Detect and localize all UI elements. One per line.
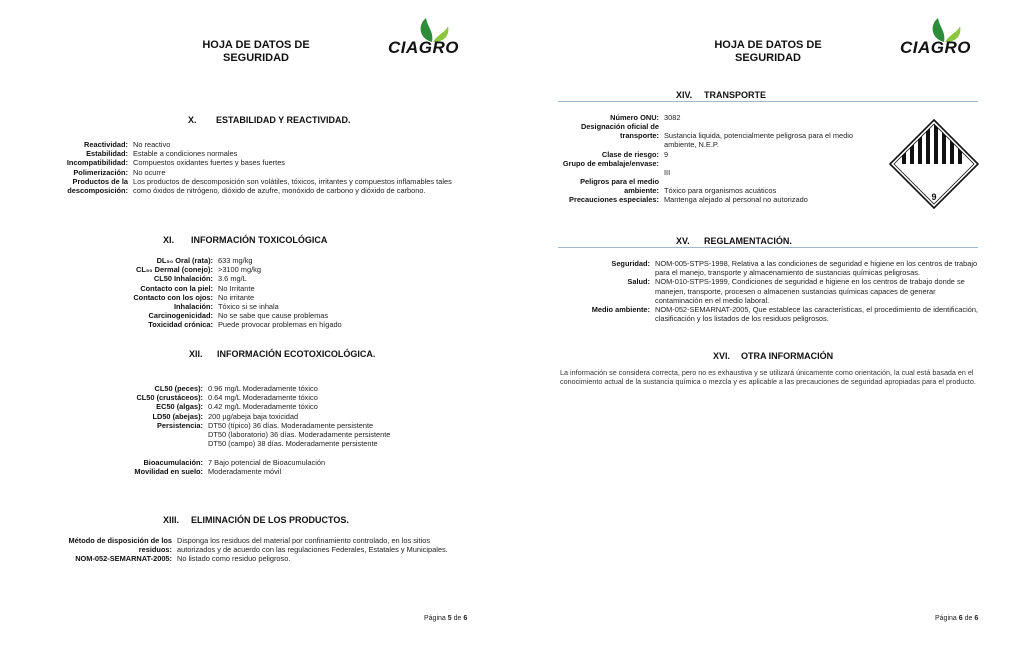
section-number: X. — [188, 115, 197, 125]
section-14-title — [676, 90, 766, 100]
list-item: EC50 (algas): 0.42 mg/L Moderadamente tóxico — [156, 402, 318, 412]
list-item: Salud: NOM-010-STPS-1999, Condiciones de seguridad e higiene en los centros de trabajo donde se manejen, transporte, procesen o almacenen sustancias químicas capaces de generar contaminación en el medio laboral. — [627, 277, 965, 305]
list-item: Contacto con los ojos: No irritante — [133, 292, 255, 302]
list-item: CL50 (crustáceos): 0.64 mg/L Moderadamente tóxico — [136, 393, 318, 403]
section-15-list — [572, 259, 978, 323]
list-item: CL50 Inhalación: 3.6 mg/L — [153, 274, 247, 284]
section-10-list — [58, 140, 458, 195]
list-item: DT50 (campo) 38 días. Moderadamente persistente — [208, 439, 378, 449]
section-divider — [558, 101, 978, 102]
page-title: HOJA DE DATOS DE SEGURIDAD — [202, 39, 310, 64]
section-number: XVI. — [713, 351, 731, 361]
section-11-title — [163, 235, 327, 245]
page-footer: Página 6 de 6 — [935, 615, 979, 622]
list-item: Número ONU: 3082 — [610, 113, 681, 122]
section-heading: ESTABILIDAD Y REACTIVIDAD. — [216, 115, 351, 125]
list-item: Método de disposición de los residuos: Disponga los residuos del material por confinamiento controlado, en los sitios autorizados y de acuerdo con las regulaciones Federales, Estatales y Municipales. — [68, 536, 448, 555]
page-title: HOJA DE DATOS DE SEGURIDAD — [714, 39, 822, 64]
list-item: Reactividad: No reactivo — [84, 140, 171, 149]
section-13-title — [163, 515, 349, 525]
class-9-hazard-placard-icon — [888, 118, 980, 210]
section-number: XI. — [163, 235, 175, 245]
list-item: Clase de riesgo: 9 — [601, 149, 669, 159]
section-heading: INFORMACIÓN ECOTOXICOLÓGICA. — [217, 349, 376, 359]
section-number: XIII. — [163, 515, 180, 525]
list-item: Carcinogenicidad: No se sabe que cause problemas — [148, 311, 329, 321]
section-heading: OTRA INFORMACIÓN — [741, 351, 834, 361]
list-item: Precauciones especiales: Mantenga alejado al personal no autorizado — [569, 195, 808, 205]
list-item: Incompatibilidad: Compuestos oxidantes fuertes y bases fuertes — [66, 158, 285, 168]
section-11-list — [118, 256, 398, 330]
section-heading: INFORMACIÓN TOXICOLÓGICA — [191, 235, 328, 245]
section-divider — [558, 247, 978, 248]
page-6 — [512, 0, 1024, 663]
section-12-list-2 — [118, 458, 418, 476]
section-heading: TRANSPORTE — [704, 90, 767, 100]
list-item: Movilidad en suelo: Moderadamente móvil — [134, 467, 282, 477]
section-15-title — [676, 236, 792, 246]
list-item: LD50 (abejas): 200 µg/abeja baja toxicidad — [152, 411, 299, 421]
section-14-list — [552, 113, 872, 205]
list-item: Estabilidad: Estable a condiciones normales — [86, 149, 238, 159]
list-item: Inhalación: Tóxico si se inhala — [173, 302, 279, 312]
list-item: NOM-052-SEMARNAT-2005: No listado como residuo peligroso. — [75, 554, 291, 564]
list-item: Medio ambiente: NOM-052-SEMARNAT-2005, Que establece las características, el procedimiento de identificación, clasificación y los listados de los residuos peligrosos. — [591, 305, 978, 324]
placard-number: 9 — [931, 192, 937, 202]
company-logo — [388, 16, 478, 58]
list-item: Polimerización: No ocurre — [73, 167, 166, 177]
page-footer: Página 5 de 6 — [424, 615, 468, 622]
list-item: Contacto con la piel: No Irritante — [140, 283, 255, 293]
section-12-title — [189, 349, 375, 359]
list-item: Peligros para el medio ambiente: Tóxico para organismos acuáticos — [580, 177, 777, 196]
list-item: Seguridad: NOM-005-STPS-1998, Relativa a las condiciones de seguridad e higiene en los centros de trabajo para el manejo, transporte y almacenamiento de sustancias químicas peligrosas. — [611, 259, 978, 278]
list-item: Designación oficial de transporte: Sustancia liquida, potencialmente peligrosa para el medio ambiente, N.E.P. — [580, 122, 853, 150]
logo-text: CIAGRO — [900, 38, 971, 57]
section-13-list — [60, 536, 460, 564]
list-item: DT50 (laboratorio) 36 días. Moderadamente persistente — [208, 430, 391, 440]
section-heading: REGLAMENTACIÓN. — [704, 236, 792, 246]
other-information-text: La información se considera correcta, pero no es exhaustiva y se utilizará únicamente como orientación, la cual está basada en el conocimiento actual de la sustancia química o mezcla y es aplicable a las precauciones de seguridad apropiadas para el producto. — [560, 368, 976, 387]
list-item: Bioacumulación: 7 Bajo potencial de Bioacumulación — [143, 458, 326, 467]
section-number: XV. — [676, 236, 690, 246]
company-logo — [900, 16, 990, 58]
list-item: Grupo de embalaje/envase: III — [562, 158, 671, 177]
list-item: Productos de la descomposición: Los productos de descomposición son volátiles, tóxicos, irritantes y compuestos inflamables tales como óxidos de nitrógeno, dióxido de azufre, monóxido de carbono y dióxido de carbono. — [67, 176, 452, 196]
section-number: XII. — [189, 349, 203, 359]
list-item: DL₅₀ Oral (rata): 633 mg/kg — [156, 256, 253, 265]
section-heading: ELIMINACIÓN DE LOS PRODUCTOS. — [191, 515, 349, 525]
section-16-title — [713, 351, 833, 361]
logo-text: CIAGRO — [388, 38, 459, 57]
list-item: CL50 (peces): 0.96 mg/L Moderadamente tóxico — [154, 384, 318, 393]
section-number: XIV. — [676, 90, 693, 100]
list-item: CL₅₀ Dermal (conejo): >3100 mg/kg — [136, 265, 261, 275]
section-10-title — [188, 115, 351, 125]
section-12-list — [118, 384, 418, 448]
list-item: Toxicidad crónica: Puede provocar problemas en hígado — [148, 320, 342, 330]
list-item: Persistencia: DT50 (típico) 36 días. Moderadamente persistente — [156, 420, 374, 430]
